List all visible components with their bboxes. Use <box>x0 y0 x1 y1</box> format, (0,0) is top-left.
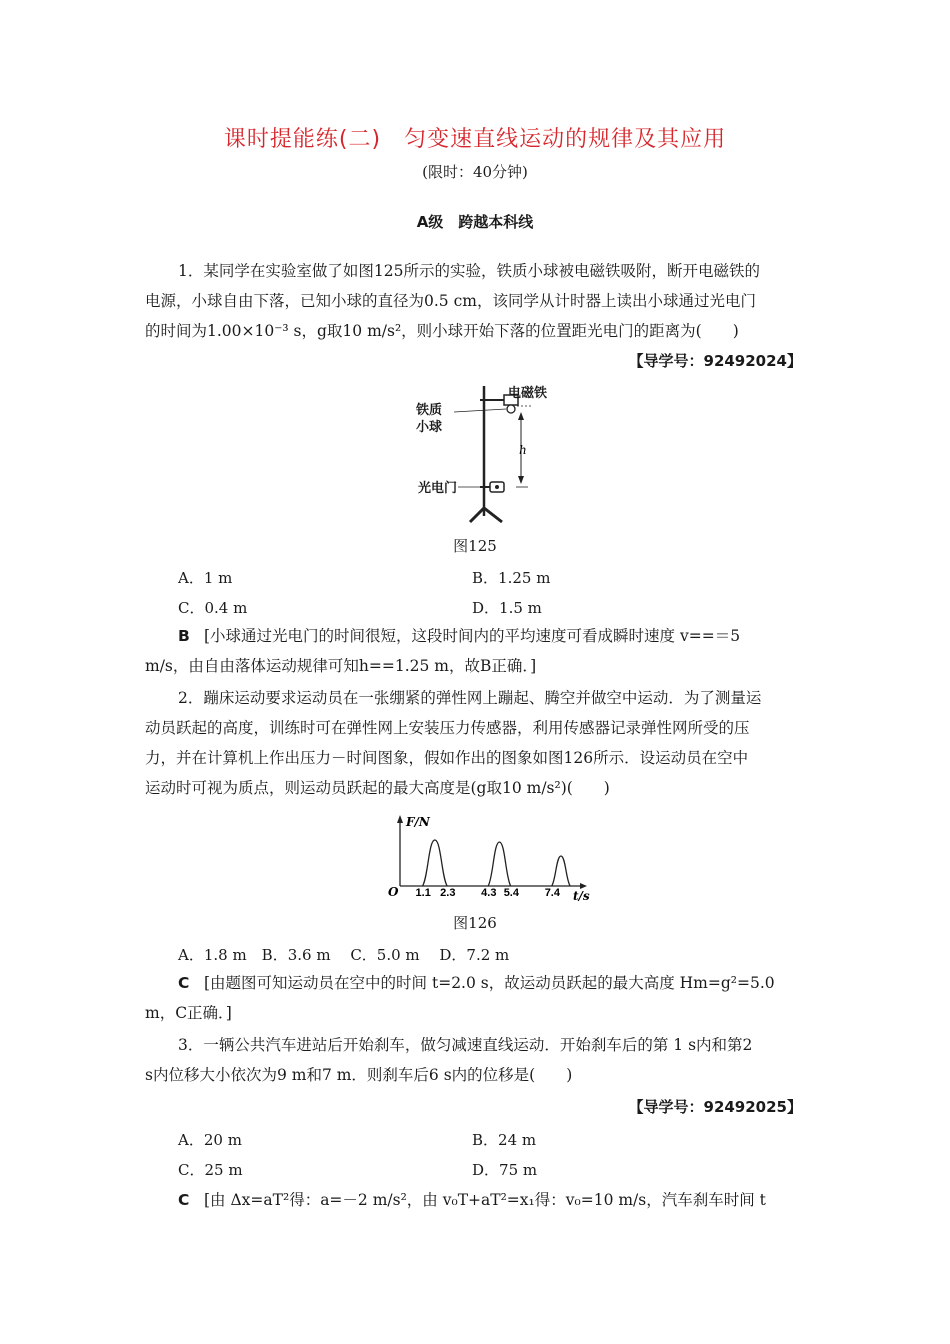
q2-figure-caption: 图126 <box>453 914 497 932</box>
q2-options: A．1.8 m B．3.6 m C．5.0 m D．7.2 m <box>178 946 510 964</box>
q3-option-b: B．24 m <box>472 1131 537 1149</box>
section-heading: A级 跨越本科线 <box>416 213 534 231</box>
iron-ball <box>507 405 515 413</box>
tripod-base <box>470 508 502 522</box>
q2-answer-line-2: m，C正确．] <box>145 1004 232 1022</box>
q2-line-1: 2．蹦床运动要求运动员在一张绷紧的弹性网上蹦起、腾空并做空中运动．为了测量运 <box>178 689 762 707</box>
q2-answer-letter: C <box>178 974 190 992</box>
q3-answer-line: [由 Δx=aT²得：a=－2 m/s²，由 v₀T+aT²=x₁得：v₀=10 m/s，汽车刹车时间 t <box>204 1191 766 1209</box>
force-pulse-1 <box>423 840 448 886</box>
q1-line-2: 电源，小球自由下落，已知小球的直径为0.5 cm，该同学从计时器上读出小球通过光电门 <box>145 292 756 310</box>
q2-line-4: 运动时可视为质点，则运动员跃起的最大高度是(g取10 m/s²)( ) <box>145 779 610 797</box>
ball-label-2: 小球 <box>416 420 443 435</box>
q2-answer-line-1: [由题图可知运动员在空中的时间 t=2.0 s，故运动员跃起的最大高度 Hm=g²=5.0 <box>204 974 775 992</box>
q1-answer-letter: B <box>178 627 190 645</box>
q3-guide-number: 【导学号：92492025】 <box>628 1098 802 1116</box>
q2-line-3: 力，并在计算机上作出压力－时间图象，假如作出的图象如图126所示．设运动员在空中 <box>145 749 749 767</box>
x-tick-label: 5.4 <box>503 887 519 899</box>
magnet-label: 电磁铁 <box>508 386 548 401</box>
x-tick-label: 1.1 <box>415 887 431 899</box>
gate-label: 光电门 <box>418 481 458 496</box>
q1-guide-number: 【导学号：92492024】 <box>628 352 802 370</box>
q1-answer-line-1: [小球通过光电门的时间很短，这段时间内的平均速度可看成瞬时速度 v==＝5 <box>204 627 741 645</box>
time-limit: (限时：40分钟) <box>422 163 528 181</box>
ball-label-1: 铁质 <box>416 403 443 418</box>
q3-line-1: 3．一辆公共汽车进站后开始刹车，做匀减速直线运动．开始刹车后的第 1 s内和第2 <box>178 1036 753 1054</box>
force-pulse-2 <box>488 842 511 886</box>
q1-answer-line-2: m/s，由自由落体运动规律可知h==1.25 m，故B正确．] <box>145 657 537 675</box>
q1-line-1: 1．某同学在实验室做了如图125所示的实验，铁质小球被电磁铁吸附，断开电磁铁的 <box>178 262 760 280</box>
q2-force-time-chart <box>380 812 610 904</box>
page-title: 课时提能练(二) 匀变速直线运动的规律及其应用 <box>223 127 727 152</box>
q2-line-2: 动员跃起的高度，训练时可在弹性网上安装压力传感器，利用传感器记录弹性网所受的压 <box>145 719 750 737</box>
q3-option-c: C．25 m <box>178 1161 243 1179</box>
force-pulse-3 <box>552 856 570 886</box>
q3-line-2: s内位移大小依次为9 m和7 m．则刹车后6 s内的位移是( ) <box>145 1066 573 1084</box>
q3-answer-letter: C <box>178 1191 190 1209</box>
y-axis-label: F/N <box>406 815 430 829</box>
q3-option-a: A．20 m <box>178 1131 242 1149</box>
q1-option-d: D．1.5 m <box>472 599 542 617</box>
q1-line-3: 的时间为1.00×10⁻³ s，g取10 m/s²，则小球开始下落的位置距光电门的距离为( ) <box>145 322 739 340</box>
x-tick-label: 4.3 <box>481 887 497 899</box>
height-label: h <box>519 443 527 457</box>
x-tick-label: 2.3 <box>440 887 456 899</box>
q1-figure-caption: 图125 <box>453 537 497 555</box>
q1-option-b: B．1.25 m <box>472 569 551 587</box>
q1-option-c: C．0.4 m <box>178 599 248 617</box>
q3-option-d: D．75 m <box>472 1161 538 1179</box>
x-tick-label: 7.4 <box>544 887 560 899</box>
q1-option-a: A．1 m <box>178 569 233 587</box>
x-axis-label: t/s <box>573 889 590 903</box>
origin-label: O <box>388 885 399 899</box>
